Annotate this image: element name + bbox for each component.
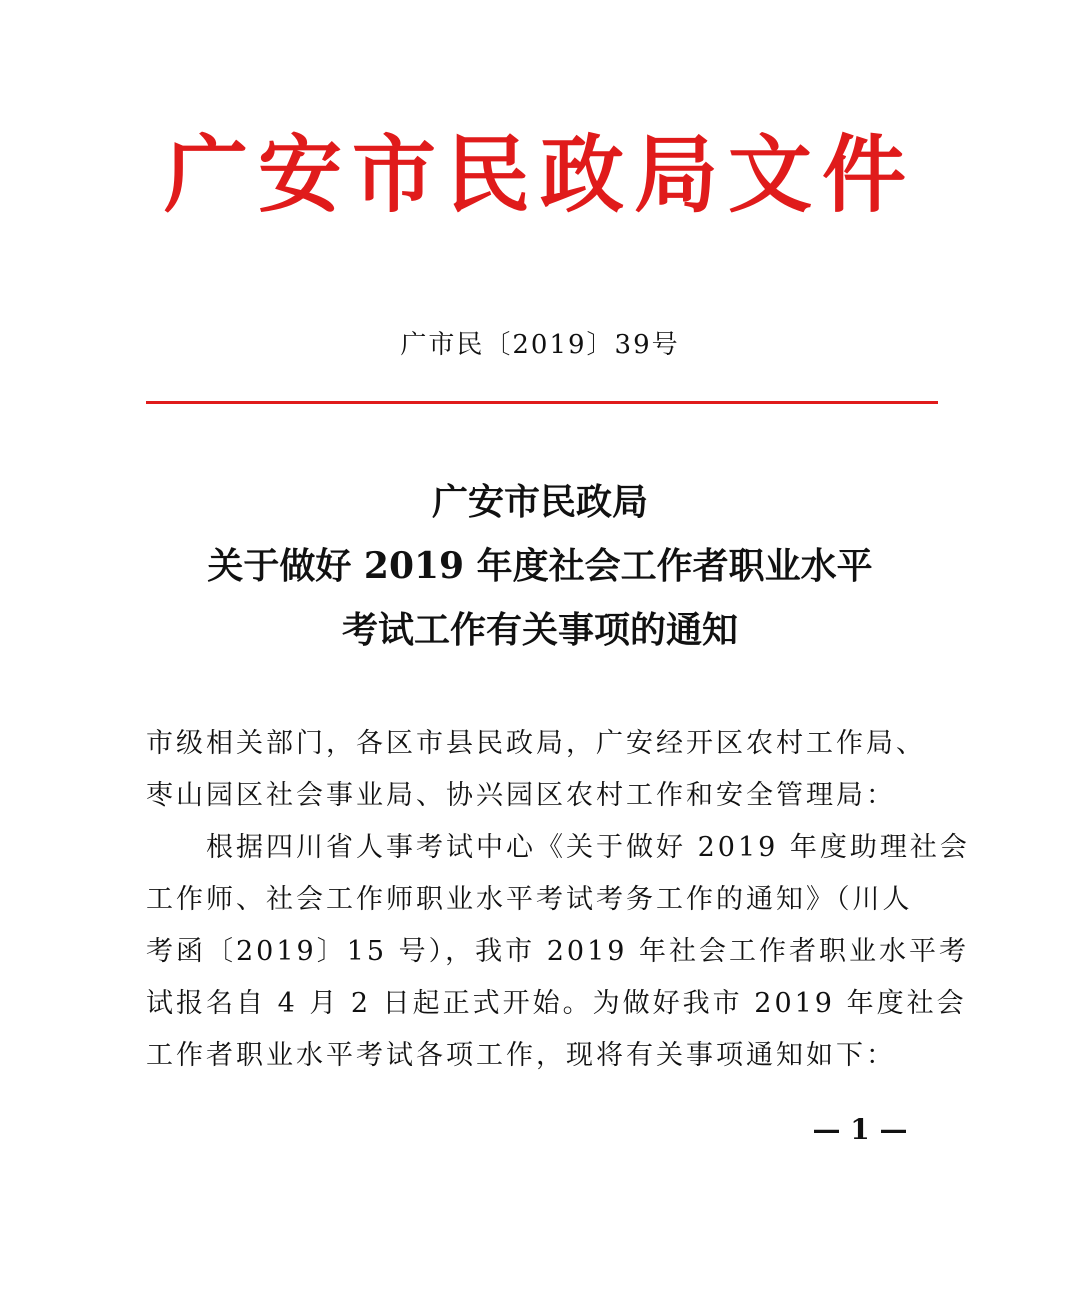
red-divider-rule [146, 401, 938, 404]
paragraph-line-5: 工作者职业水平考试各项工作，现将有关事项通知如下： [146, 1040, 896, 1071]
page-number: — 1 — [812, 1113, 908, 1146]
notice-title-line-2: 关于做好 2019 年度社会工作者职业水平 [207, 545, 873, 587]
paragraph-line-3: 考函〔2019〕15 号），我市 2019 年社会工作者职业水平考 [146, 936, 970, 967]
paragraph-line-2: 工作师、社会工作师职业水平考试考务工作的通知》（川人 [146, 884, 913, 915]
paragraph-line-4: 试报名自 4 月 2 日起正式开始。为做好我市 2019 年度社会 [146, 988, 967, 1019]
masthead-title: 广安市民政局文件 [163, 125, 916, 224]
notice-title-line-1: 广安市民政局 [431, 481, 648, 523]
document-number: 广市民〔2019〕39号 [400, 330, 680, 360]
notice-title-line-3: 考试工作有关事项的通知 [341, 609, 738, 651]
paragraph-line-1: 根据四川省人事考试中心《关于做好 2019 年度助理社会 [206, 832, 970, 863]
recipients-line-2: 枣山园区社会事业局、协兴园区农村工作和安全管理局： [146, 780, 896, 811]
recipients-line-1: 市级相关部门，各区市县民政局，广安经开区农村工作局、 [146, 728, 926, 759]
